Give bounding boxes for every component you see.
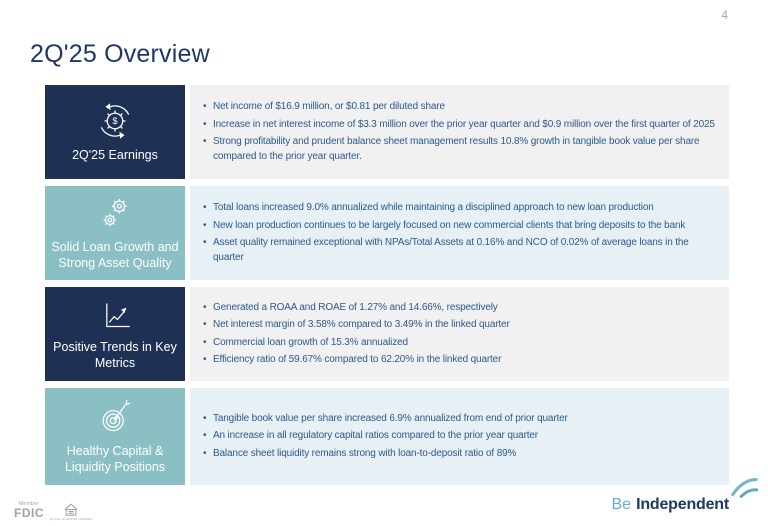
bird-logo-icon xyxy=(730,476,758,500)
equal-housing-text: EQUAL HOUSING LENDER xyxy=(50,517,92,521)
earnings-content xyxy=(190,85,729,179)
bullet-item: • New loan production continues to be largely focused on new commercial clients that bring deposits to the bank xyxy=(202,219,721,234)
loan-growth-bullets xyxy=(202,198,721,268)
row-earnings xyxy=(45,85,729,179)
bullet-item: • Net income of $16.9 million, or $0.81 per diluted share xyxy=(202,100,721,115)
double-gear-icon xyxy=(96,195,134,233)
key-metrics-bullets xyxy=(202,298,721,371)
bullet-item: • Increase in net interest income of $3.3 million over the prior year quarter and $0.9 million over the first quarter of 2025 xyxy=(202,118,721,133)
bullet-item: • Generated a ROAA and ROAE of 1.27% and 14.66%, respectively xyxy=(202,301,721,316)
brand-independent-text: Independent xyxy=(636,496,729,513)
key-metrics-label: Positive Trends in Key Metrics xyxy=(53,339,177,370)
loan-growth-label-box xyxy=(45,186,185,280)
brand-be-text: Be xyxy=(611,496,632,513)
earnings-bullets xyxy=(202,97,721,167)
loan-growth-label: Solid Loan Growth and Strong Asset Quality xyxy=(51,239,179,270)
key-metrics-content xyxy=(190,287,729,381)
page-number: 4 xyxy=(721,8,728,22)
target-arrow-icon xyxy=(95,397,135,437)
fdic-member-text: Member xyxy=(18,501,40,507)
equal-housing-lender-logo xyxy=(50,502,92,521)
bullet-item: • Commercial loan growth of 15.3% annualized xyxy=(202,336,721,351)
brand-tagline xyxy=(612,485,759,514)
fdic-text: FDIC xyxy=(14,506,44,520)
row-loan-growth xyxy=(45,186,729,280)
svg-text:$: $ xyxy=(112,115,118,126)
loan-growth-content xyxy=(190,186,729,280)
overview-rows xyxy=(45,85,729,485)
member-fdic-logo xyxy=(14,502,44,519)
capital-liquidity-content xyxy=(190,388,729,485)
footer-regulatory-logos xyxy=(14,502,92,521)
growth-chart-icon xyxy=(97,297,133,333)
bullet-item: • Efficiency ratio of 59.67% compared to 62.20% in the linked quarter xyxy=(202,353,721,368)
slide-title: 2Q'25 Overview xyxy=(30,40,210,68)
bullet-item: • Tangible book value per share increased 6.9% annualized from end of prior quarter xyxy=(202,412,721,427)
bullet-item: • Net interest margin of 3.58% compared to 3.49% in the linked quarter xyxy=(202,318,721,333)
row-capital-liquidity xyxy=(45,388,729,485)
key-metrics-label-box xyxy=(45,287,185,381)
earnings-label: 2Q'25 Earnings xyxy=(72,147,158,162)
row-key-metrics xyxy=(45,287,729,381)
bullet-item: • Strong profitability and prudent balance sheet management results 10.8% growth in tangible book value per share compared to the prior year quarter. xyxy=(202,135,721,164)
equal-housing-house-icon xyxy=(62,502,80,517)
capital-liquidity-label-box xyxy=(45,388,185,485)
bullet-item: • An increase in all regulatory capital ratios compared to the prior year quarter xyxy=(202,429,721,444)
bullet-item: • Balance sheet liquidity remains strong with loan-to-deposit ratio of 89% xyxy=(202,447,721,462)
capital-liquidity-label: Healthy Capital & Liquidity Positions xyxy=(64,444,166,474)
bullet-item: • Asset quality remained exceptional with NPAs/Total Assets at 0.16% and NCO of 0.02% of average loans in the quarter xyxy=(202,236,721,265)
earnings-label-box xyxy=(45,85,185,179)
gear-dollar-cycle-icon xyxy=(95,101,135,141)
bullet-item: • Total loans increased 9.0% annualized while maintaining a disciplined approach to new loan production xyxy=(202,201,721,216)
capital-liquidity-bullets xyxy=(202,409,721,465)
